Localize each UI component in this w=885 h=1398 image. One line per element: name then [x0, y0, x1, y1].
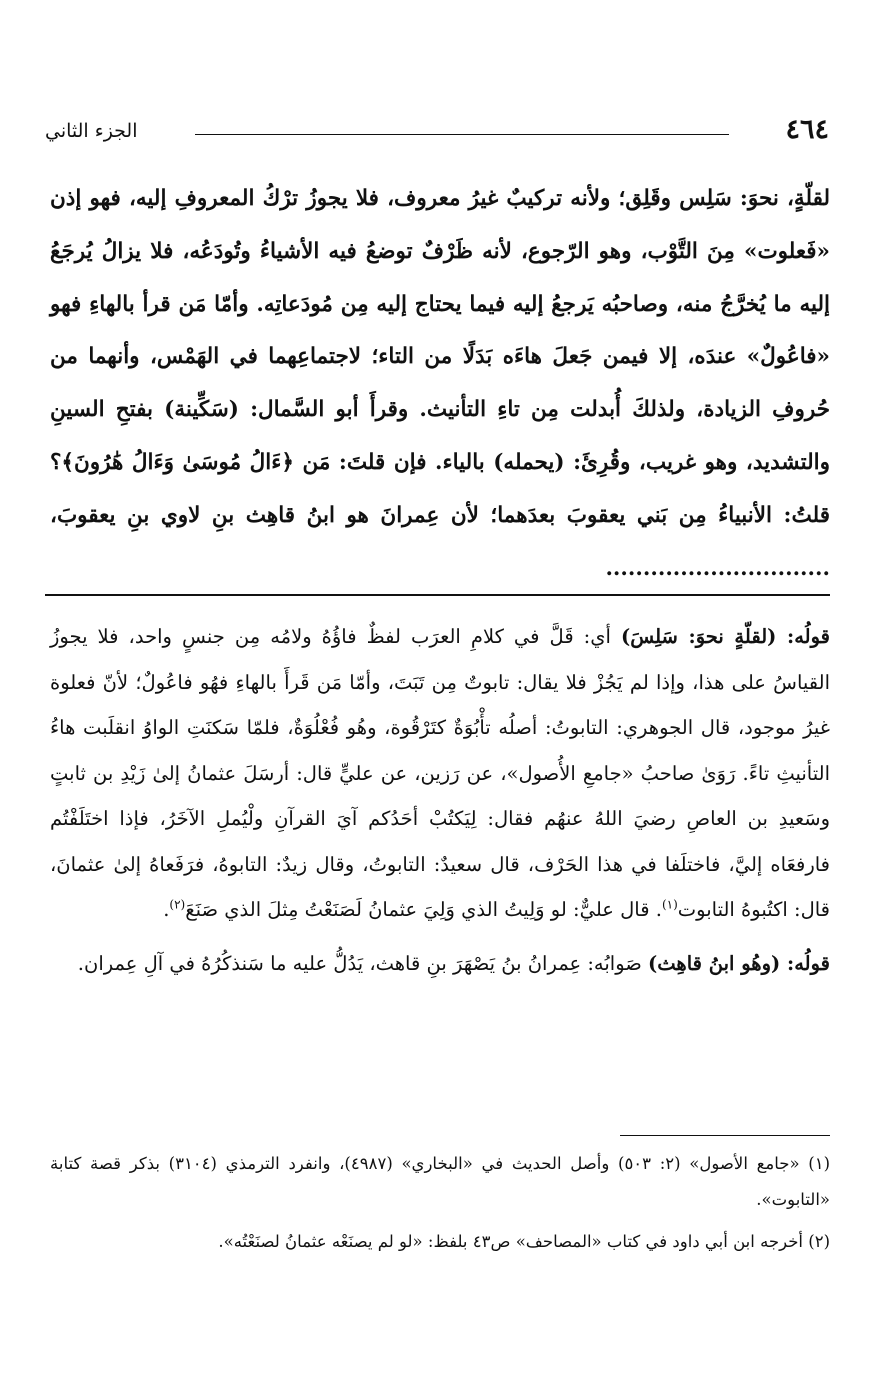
commentary-paragraph [50, 614, 830, 933]
main-commented-text [50, 173, 830, 595]
footnote-divider [620, 1135, 830, 1136]
commentary-text: صَوابُه: عِمرانُ بنُ يَصْهَرَ بنِ قاهث، يَدُلُّ عليه ما سَنذكُرُهُ في آلِ عِمران. [77, 951, 649, 975]
commentary-text: . قال عليٌّ: لو وَلِيتُ الذي وَلِيَ عثمانُ لَصَنَعْتُ مِثلَ الذي صَنَعَ [185, 898, 662, 921]
commentary-text: . [163, 898, 170, 921]
footnote: (٢) أخرجه ابن أبي داود في كتاب «المصاحف» ص٤٣ بلفظ: «لو لم يصنَعْه عثمانُ لصنَعْتُه». [218, 1232, 830, 1251]
main-paragraph: لقلّةٍ، نحوَ: سَلِس وقَلِق؛ ولأنه تركيبٌ غيرُ معروف، فلا يجوزُ ترْكُ المعروفِ إليه، فهو إذن «فَعلوت» مِنَ التَّوْب، وهو الرّجوع، لأنه ظَرْفٌ توضعُ فيه الأشياءُ وتُودَعُه، فلا يزالُ يُرجَعُ إليه ما يُخرَّجُ منه، وصاحبُه يَرجعُ إليه فيما يحتاج إليه مِن مُودَعاتِه. وأمّا مَن قرأ بالهاءِ فهو «فاعُولٌ» عندَه، إلا فيمن جَعلَ هاءَه بَدَلًا من التاء؛ لاجتماعِهما في الهَمْس، وأنهما من حُروفِ الزيادة، ولذلكَ أُبدلت مِن تاءِ التأنيث. وقرأَ أبو السَّمال: (سَكِّينة) بفتحِ السينِ والتشديد، وهو غريب، وقُرِئَ: (يحمله) بالياء. فإن قلتَ: مَن ﴿ءَالُ مُوسَىٰ وَءَالُ هَٰرُونَ﴾؟ قلتُ: الأنبياءُ مِن بَني يعقوبَ بعدَهما؛ لأن عِمرانَ هو ابنُ قاهِث بنِ لاوي بنِ يعقوبَ، .............................. [50, 186, 830, 581]
volume-title: الجزء الثاني [45, 120, 138, 142]
running-header [45, 112, 829, 152]
commentary-quote: قولُه: (وهُو ابنُ قاهِث) [648, 951, 830, 975]
header-rule [195, 134, 729, 135]
commentary-text: أي: قَلَّ في كلامِ العرَب لفظٌ فاؤُهُ ولامُه مِن جنسٍ واحد، فلا يجوزُ القياسُ على هذا، وإذا لم يَجُزْ فلا يقال: تابوتٌ مِن تَبَتَ، وأمّا مَن قَرأَ بالهاءِ فهُو فاعُولٌ؛ لأنّ فعلوة غيرُ موجود، قال الجوهري: التابوتُ: أصلُه تأْبُوَةٌ كتَرْقُوة، وهُو فُعْلُوَةٌ، فلمّا سَكنَتِ الواوُ انقلَبت هاءُ التأنيثِ تاءً. رَوَىٰ صاحبُ «جامعِ الأُصول»، عن رَزين، عن عليٍّ قال: أرسَلَ عثمانُ إلىٰ زَيْدِ بن ثابتٍ وسَعيدِ بن العاصِ رضيَ اللهُ عنهُم فقال: لِيَكتُبْ أحَدُكم آيَ القرآنِ ولْيُملِ الآخَرُ، فإذا اختَلَفْتُم فارفعَاه إليَّ، فاختلَفا في هذا الحَرْف، قال سعيدٌ: التابوتُ، وقال زيدٌ: التابوهُ، فرَفَعاهُ إلىٰ عثمانَ، قال: اكتُبوهُ التابوت [50, 625, 830, 921]
commentary-paragraph [50, 941, 830, 987]
commentary-section [50, 614, 830, 994]
commentary-quote: قولُه: (لقلّةٍ نحوَ: سَلِسَ) [620, 625, 830, 648]
section-divider [45, 594, 830, 596]
page-number: ٤٦٤ [785, 114, 829, 145]
footnote-ref: (١) [661, 897, 678, 912]
footnotes [50, 1146, 830, 1266]
footnote-ref: (٢) [169, 897, 186, 912]
footnote: (١) «جامع الأصول» (٢: ٥٠٣) وأصل الحديث في «البخاري» (٤٩٨٧)، وانفرد الترمذي (٣١٠٤) بذكر قصة كتابة «التابوت». [50, 1154, 830, 1209]
